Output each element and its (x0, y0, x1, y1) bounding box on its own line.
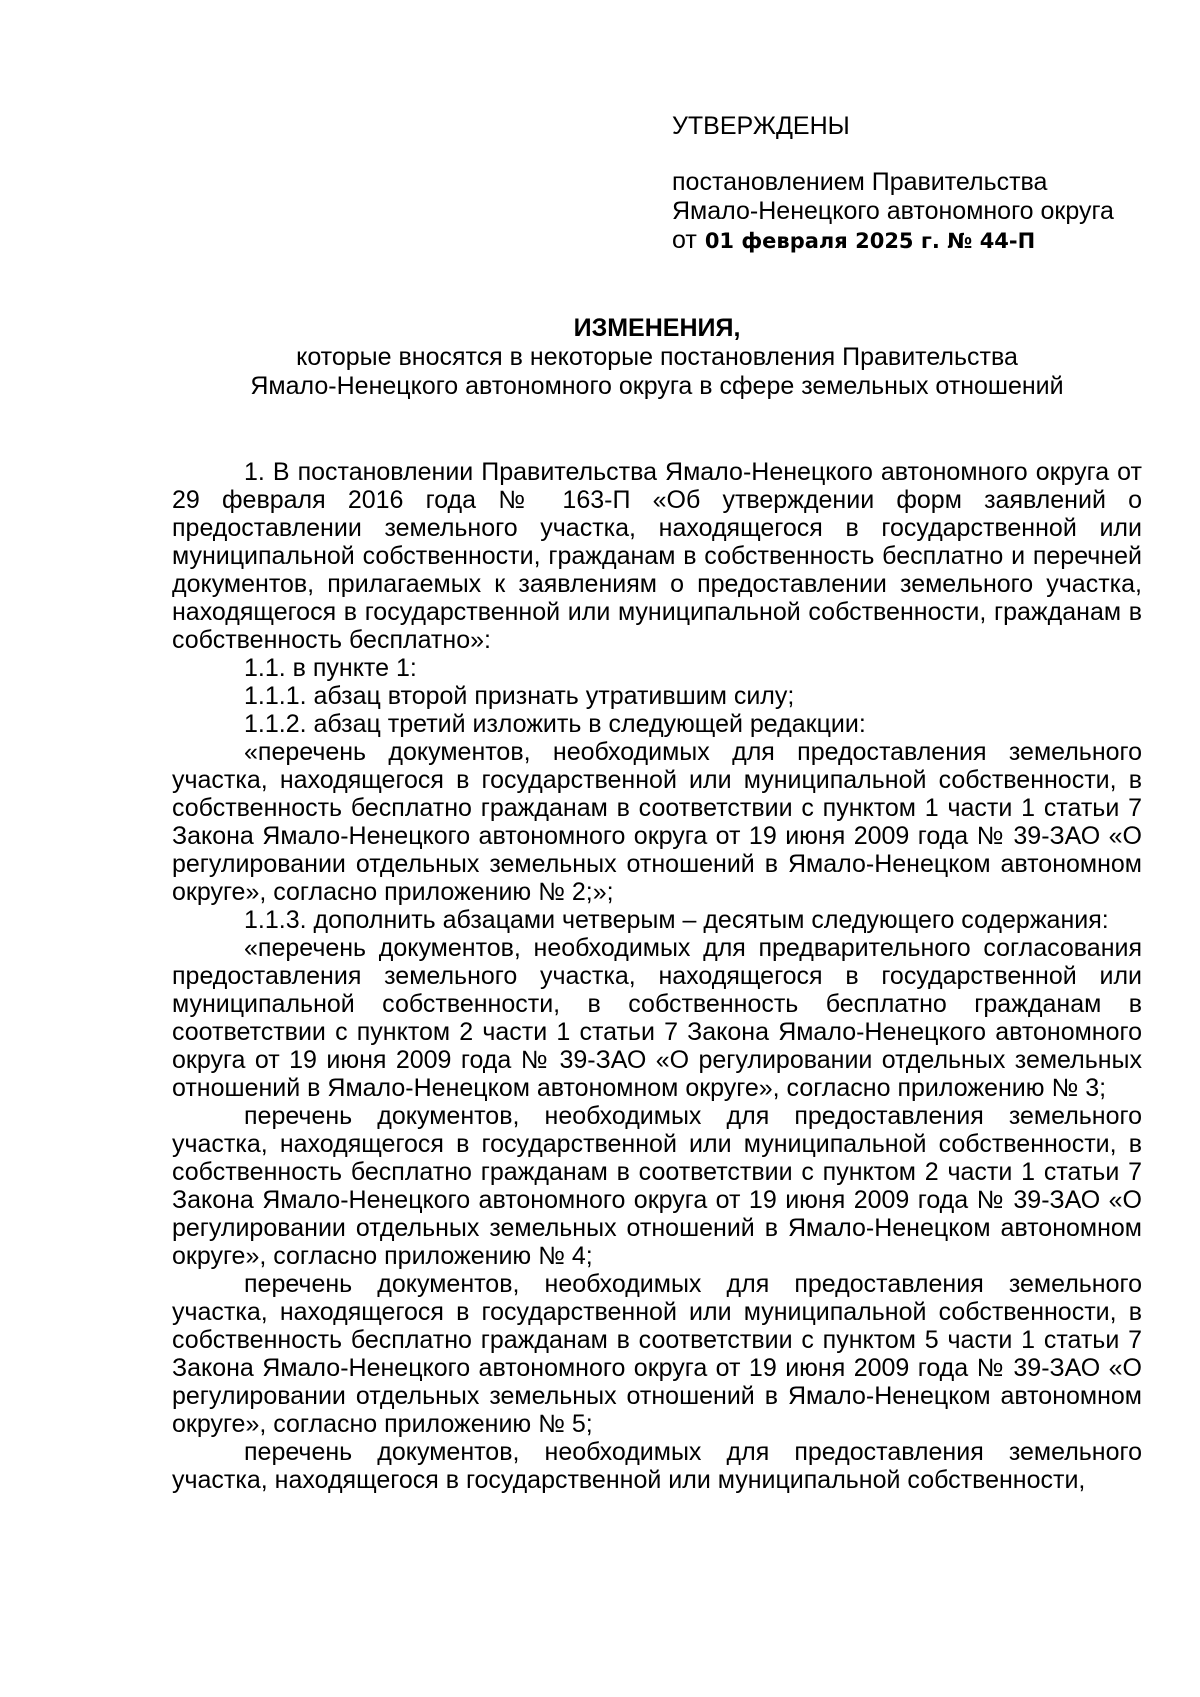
resolution-date-number: 01 февраля 2025 г. № 44-П (704, 229, 1036, 253)
paragraph: 1.1.1. абзац второй признать утратившим силу; (244, 682, 795, 710)
paragraph: 1.1.2. абзац третий изложить в следующей редакции: (244, 710, 866, 738)
paragraph: 1.1.3. дополнить абзацами четверым – десятым следующего содержания: (244, 906, 1109, 934)
date-prefix: от (672, 226, 697, 254)
approved-label: УТВЕРЖДЕНЫ (672, 112, 850, 140)
document-subtitle-line: которые вносятся в некоторые постановления Правительства (296, 343, 1018, 371)
paragraph: 1.1. в пункте 1: (244, 654, 417, 682)
document-body (172, 458, 1142, 1494)
paragraph: перечень документов, необходимых для предоставления земельного участка, находящегося в государственной или муниципальной собственности, (172, 1438, 1142, 1494)
paragraph: 1. В постановлении Правительства Ямало-Ненецкого автономного округа от 29 февраля 2016 года № 163-П «Об утверждении форм заявлений о предоставлении земельного участка, находящегося в государственной или муниципальной собственности, гражданам в собственность бесплатно и перечней документов, прилагаемых к заявлениям о предоставлении земельного участка, находящегося в государственной или муниципальной собственности, гражданам в собственность бесплатно»: (172, 458, 1142, 654)
paragraph: перечень документов, необходимых для предоставления земельного участка, находящегося в государственной или муниципальной собственности, в собственность бесплатно гражданам в соответствии с пунктом 5 части 1 статьи 7 Закона Ямало-Ненецкого автономного округа от 19 июня 2009 года № 39-ЗАО «О регулировании отдельных земельных отношений в Ямало-Ненецком автономном округе», согласно приложению № 5; (172, 1270, 1142, 1438)
approval-line: постановлением Правительства (672, 168, 1048, 196)
document-heading (172, 314, 1142, 401)
approval-block (672, 112, 1114, 256)
approval-date-line (672, 226, 1114, 256)
paragraph: «перечень документов, необходимых для предварительного согласования предоставления земельного участка, находящегося в государственной или муниципальной собственности, в собственность бесплатно гражданам в соответствии с пунктом 2 части 1 статьи 7 Закона Ямало-Ненецкого автономного округа от 19 июня 2009 года № 39-ЗАО «О регулировании отдельных земельных отношений в Ямало-Ненецком автономном округе», согласно приложению № 3; (172, 934, 1142, 1102)
approval-line: Ямало-Ненецкого автономного округа (672, 197, 1114, 225)
document-subtitle-line: Ямало-Ненецкого автономного округа в сфере земельных отношений (250, 372, 1064, 400)
document-title: ИЗМЕНЕНИЯ, (573, 314, 741, 342)
paragraph: «перечень документов, необходимых для предоставления земельного участка, находящегося в государственной или муниципальной собственности, в собственность бесплатно гражданам в соответствии с пунктом 1 части 1 статьи 7 Закона Ямало-Ненецкого автономного округа от 19 июня 2009 года № 39-ЗАО «О регулировании отдельных земельных отношений в Ямало-Ненецком автономном округе», согласно приложению № 2;»; (172, 738, 1142, 906)
paragraph: перечень документов, необходимых для предоставления земельного участка, находящегося в государственной или муниципальной собственности, в собственность бесплатно гражданам в соответствии с пунктом 2 части 1 статьи 7 Закона Ямало-Ненецкого автономного округа от 19 июня 2009 года № 39-ЗАО «О регулировании отдельных земельных отношений в Ямало-Ненецком автономном округе», согласно приложению № 4; (172, 1102, 1142, 1270)
